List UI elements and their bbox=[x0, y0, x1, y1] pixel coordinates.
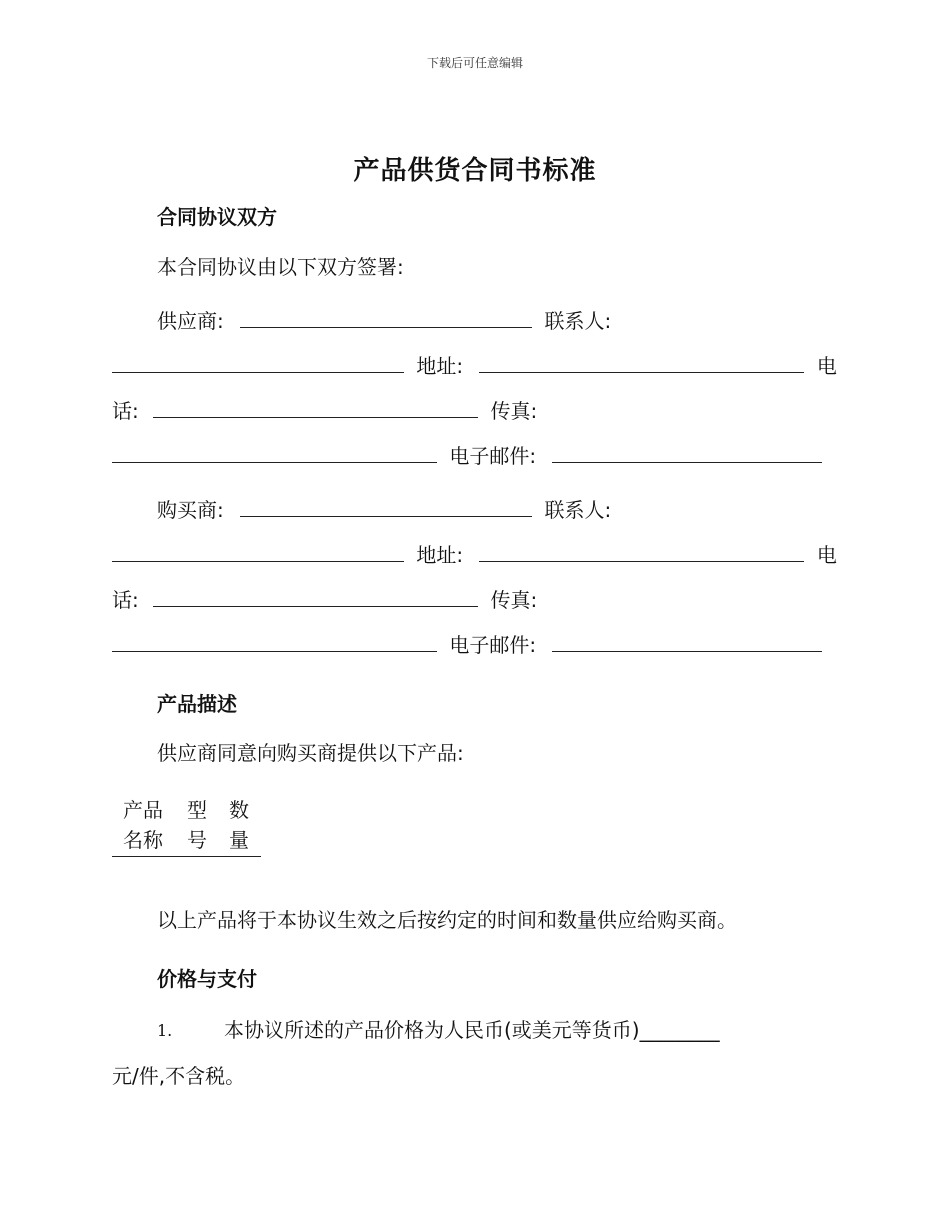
products-supply-note: 以上产品将于本协议生效之后按约定的时间和数量供应给购买商。 bbox=[157, 908, 737, 932]
document-title: 产品供货合同书标准 bbox=[353, 156, 597, 186]
supplier-contact-blank[interactable] bbox=[112, 356, 404, 373]
supplier-field bbox=[157, 309, 611, 333]
buyer-address-label: 地址: bbox=[416, 543, 464, 567]
buyer-contact-blank[interactable] bbox=[112, 545, 404, 562]
supplier-blank[interactable] bbox=[240, 311, 532, 328]
buyer-contact-label: 联系人: bbox=[544, 498, 612, 522]
supplier-address-line bbox=[112, 354, 837, 378]
section-heading-price-payment: 价格与支付 bbox=[157, 967, 257, 991]
buyer-phone-blank[interactable] bbox=[153, 590, 478, 607]
section-heading-products: 产品描述 bbox=[157, 692, 237, 716]
supplier-label: 供应商: bbox=[157, 309, 224, 333]
supplier-email-line bbox=[112, 444, 822, 468]
buyer-email-line bbox=[112, 633, 822, 657]
supplier-email-label: 电子邮件: bbox=[449, 444, 537, 468]
clause-number-1: 1. bbox=[157, 1021, 173, 1040]
supplier-address-label: 地址: bbox=[416, 354, 464, 378]
supplier-phone-label-b: 话: bbox=[112, 399, 139, 423]
section-heading-parties: 合同协议双方 bbox=[157, 205, 277, 229]
table-header-product-name: 产品 名称 bbox=[123, 798, 163, 852]
supplier-address-blank[interactable] bbox=[479, 356, 804, 373]
supplier-phone-label-a: 电 bbox=[816, 354, 837, 378]
supplier-fax-blank[interactable] bbox=[112, 446, 437, 463]
clause-1-continuation: 元/件,不含税。 bbox=[112, 1064, 246, 1088]
parties-intro: 本合同协议由以下双方签署: bbox=[157, 255, 404, 279]
supplier-contact-label: 联系人: bbox=[544, 309, 612, 333]
supplier-phone-line bbox=[112, 399, 537, 423]
supplier-fax-label: 传真: bbox=[490, 399, 538, 423]
clause-1-text: 本协议所述的产品价格为人民币(或美元等货币)________ bbox=[224, 1018, 720, 1042]
buyer-fax-blank[interactable] bbox=[112, 635, 437, 652]
product-table-header bbox=[112, 795, 261, 857]
buyer-address-line bbox=[112, 543, 837, 567]
buyer-label: 购买商: bbox=[157, 498, 224, 522]
buyer-phone-label-a: 电 bbox=[816, 543, 837, 567]
buyer-fax-label: 传真: bbox=[490, 588, 538, 612]
buyer-address-blank[interactable] bbox=[479, 545, 804, 562]
supplier-phone-blank[interactable] bbox=[153, 401, 478, 418]
buyer-phone-line bbox=[112, 588, 537, 612]
table-header-model: 型 号 bbox=[187, 798, 207, 852]
buyer-field bbox=[157, 498, 611, 522]
buyer-email-label: 电子邮件: bbox=[449, 633, 537, 657]
supplier-email-blank[interactable] bbox=[552, 446, 822, 463]
page-header: 下载后可任意编辑 bbox=[426, 56, 523, 70]
buyer-blank[interactable] bbox=[240, 500, 532, 517]
buyer-phone-label-b: 话: bbox=[112, 588, 139, 612]
products-intro: 供应商同意向购买商提供以下产品: bbox=[157, 741, 464, 765]
table-header-quantity: 数 量 bbox=[229, 798, 249, 852]
buyer-email-blank[interactable] bbox=[552, 635, 822, 652]
